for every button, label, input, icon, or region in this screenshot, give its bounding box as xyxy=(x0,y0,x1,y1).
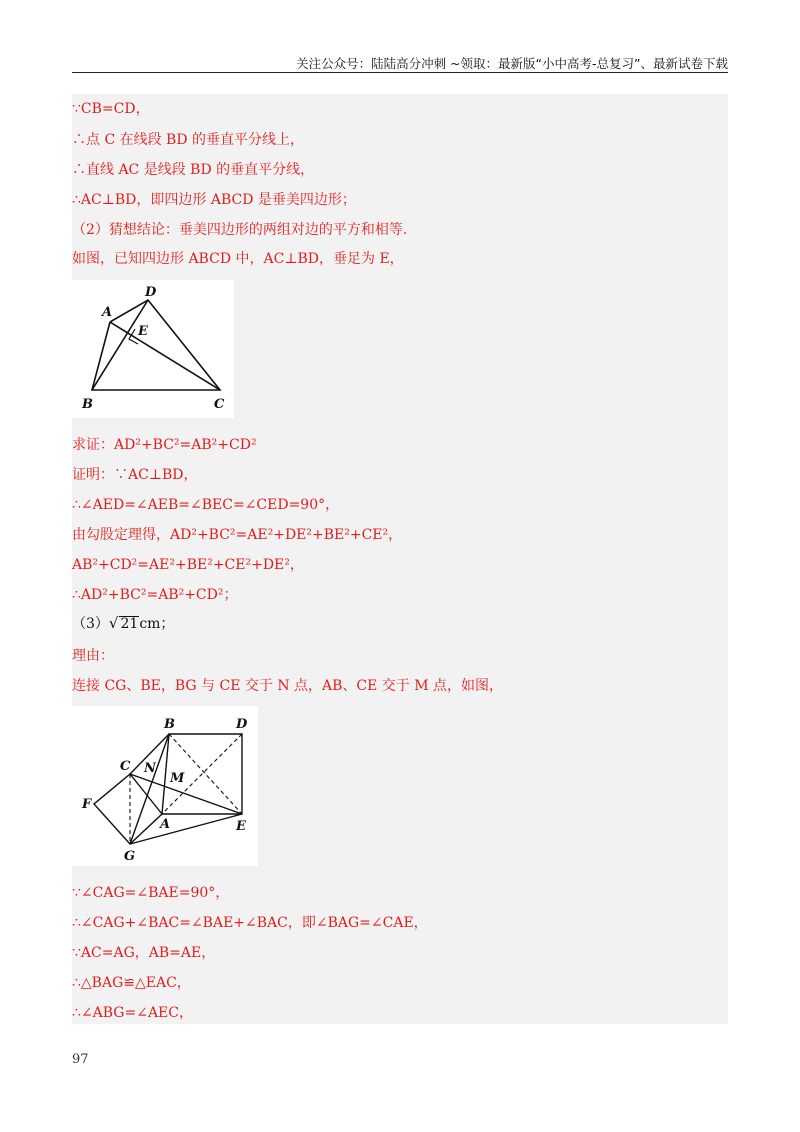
text-line-19: ∴△BAG≌△EAC， xyxy=(72,975,191,991)
label-d: D xyxy=(145,285,157,300)
text-line-2: ∴点 C 在线段 BD 的垂直平分线上， xyxy=(72,132,305,148)
label-n2: N xyxy=(144,761,156,776)
label-e2: E xyxy=(236,819,246,834)
figure-squares-construction xyxy=(72,706,258,866)
text-line-15: 连接 CG、BE，BG 与 CE 交于 N 点，AB、CE 交于 M 点，如图， xyxy=(72,678,504,694)
text-line-16: ∵∠CAG=∠BAE=90°， xyxy=(72,885,230,901)
label-e: E xyxy=(138,324,148,339)
label-c2: C xyxy=(120,759,131,774)
answer-radical: 21 xyxy=(120,616,139,632)
figure-quadrilateral-abcd xyxy=(72,280,234,418)
label-a: A xyxy=(102,305,113,320)
text-line-17: ∴∠CAG+∠BAC=∠BAE+∠BAC，即∠BAG=∠CAE， xyxy=(72,915,428,931)
text-line-13: （3）√ 21cm； xyxy=(72,614,175,632)
text-line-3: ∴直线 AC 是线段 BD 的垂直平分线， xyxy=(72,162,315,178)
label-g2: G xyxy=(124,849,136,864)
text-line-4: ∴AC⊥BD，即四边形 ABCD 是垂美四边形； xyxy=(72,192,356,208)
text-line-9: ∴∠AED=∠AEB=∠BEC=∠CED=90°， xyxy=(72,497,340,513)
text-line-1: ∵CB=CD， xyxy=(72,101,150,117)
label-f2: F xyxy=(82,797,92,812)
text-line-12: ∴AD²+BC²=AB²+CD²； xyxy=(72,587,238,603)
solution-content xyxy=(72,94,728,1024)
label-b: B xyxy=(82,397,93,412)
label-d2: D xyxy=(236,717,248,732)
answer-unit: cm； xyxy=(139,616,175,632)
text-line-6: 如图，已知四边形 ABCD 中，AC⊥BD，垂足为 E， xyxy=(72,251,404,267)
text-line-18: ∵AC=AG，AB=AE， xyxy=(72,945,216,961)
answer-prefix: （3） xyxy=(72,616,109,632)
text-line-8: 证明：∵AC⊥BD， xyxy=(72,467,198,483)
text-line-7: 求证：AD²+BC²=AB²+CD² xyxy=(72,437,257,453)
label-a2: A xyxy=(160,817,171,832)
label-b2: B xyxy=(164,717,175,732)
text-line-11: AB²+CD²=AE²+BE²+CE²+DE²， xyxy=(72,557,304,573)
text-line-5: （2）猜想结论：垂美四边形的两组对边的平方和相等. xyxy=(72,222,408,238)
page-header: 关注公众号：陆陆高分冲刺 ~领取：最新版“小中高考-总复习”、最新试卷下载 xyxy=(296,56,728,71)
text-line-20: ∴∠ABG=∠AEC， xyxy=(72,1005,193,1021)
header-rule xyxy=(72,72,728,73)
text-line-14: 理由： xyxy=(72,648,114,664)
text-line-10: 由勾股定理得，AD²+BC²=AE²+DE²+BE²+CE²， xyxy=(72,527,403,543)
label-c: C xyxy=(214,397,225,412)
page-number: 97 xyxy=(72,1052,89,1067)
label-m2: M xyxy=(170,771,185,786)
